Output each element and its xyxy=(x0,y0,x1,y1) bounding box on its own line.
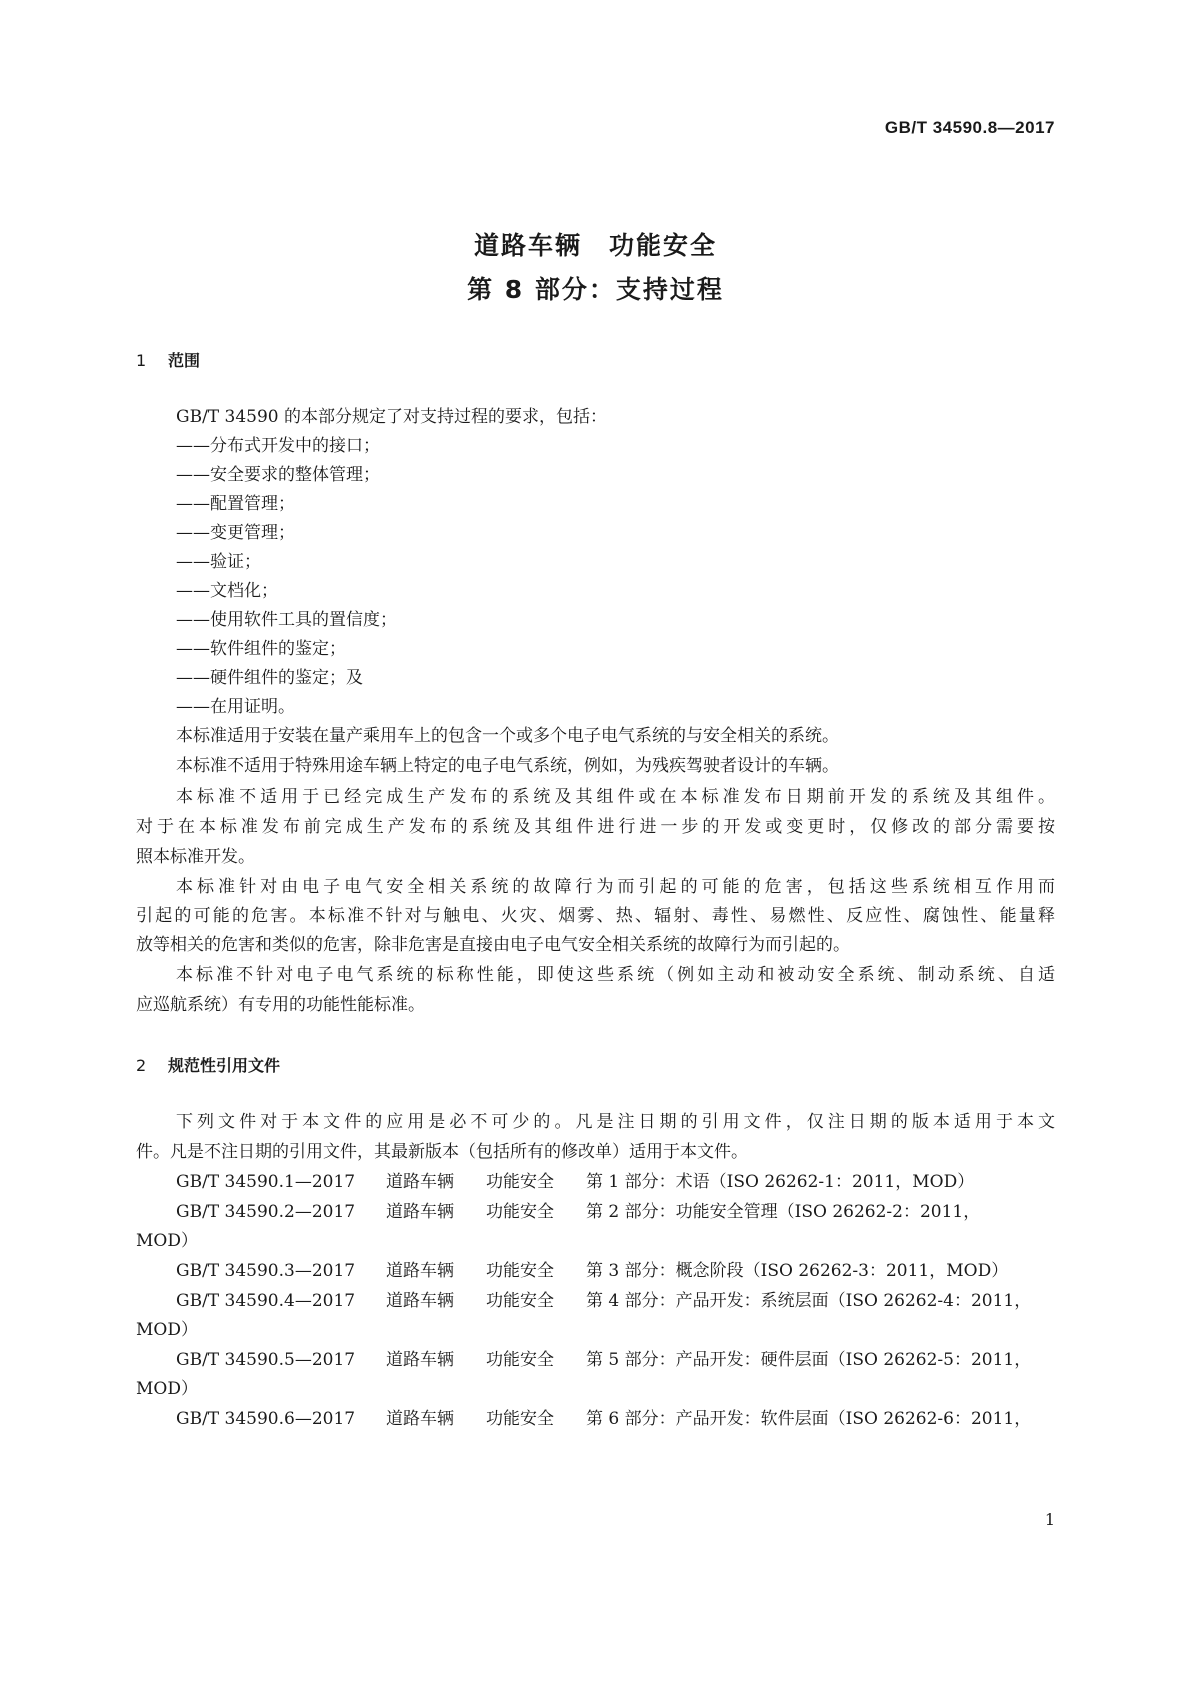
paragraph-line: 件。凡是不注日期的引用文件，其最新版本（包括所有的修改单）适用于本文件。 xyxy=(136,1142,748,1162)
paragraph-line: 本标准针对由电子电气安全相关系统的故障行为而引起的可能的危害，包括这些系统相互作用而 xyxy=(176,877,1055,897)
document-title: 道路车辆 功能安全 xyxy=(473,231,717,260)
list-item: ——验证； xyxy=(176,552,261,572)
list-item: ——变更管理； xyxy=(176,523,295,543)
reference-id: GB/T 34590.3—2017 xyxy=(176,1261,356,1281)
paragraph-line: 下列文件对于本文件的应用是必不可少的。凡是注日期的引用文件，仅注日期的版本适用于本文 xyxy=(176,1112,1055,1132)
reference-id: GB/T 34590.2—2017 xyxy=(176,1202,356,1222)
paragraph-line: 引起的可能的危害。本标准不针对与触电、火灾、烟雾、热、辐射、毒性、易燃性、反应性、腐蚀性、能量释 xyxy=(136,906,1055,926)
section-1-heading xyxy=(136,348,200,371)
paragraph-line: 照本标准开发。 xyxy=(136,847,255,867)
reference-entry: GB/T 34590.3—2017 道路车辆 功能安全 第 3 部分：概念阶段（ISO 26262-3：2011，MOD） xyxy=(176,1261,1009,1281)
paragraph-line: 本标准不针对电子电气系统的标称性能，即使这些系统（例如主动和被动安全系统、制动系统、自适 xyxy=(176,965,1055,985)
list-item: ——硬件组件的鉴定；及 xyxy=(176,668,363,688)
reference-id: GB/T 34590.4—2017 xyxy=(176,1291,356,1311)
list-item: ——使用软件工具的置信度； xyxy=(176,610,397,630)
reference-id: GB/T 34590.5—2017 xyxy=(176,1350,356,1370)
reference-entry: GB/T 34590.2—2017 道路车辆 功能安全 第 2 部分：功能安全管理（ISO 26262-2：2011， xyxy=(176,1202,981,1222)
section-number: 2 xyxy=(136,1056,147,1075)
reference-id: GB/T 34590.1—2017 xyxy=(176,1172,356,1192)
reference-entry: GB/T 34590.5—2017 道路车辆 功能安全 第 5 部分：产品开发：硬件层面（ISO 26262-5：2011， xyxy=(176,1350,1032,1370)
paragraph-line: 应巡航系统）有专用的功能性能标准。 xyxy=(136,995,425,1015)
paragraph-line: 对于在本标准发布前完成生产发布的系统及其组件进行进一步的开发或变更时，仅修改的部分需要按 xyxy=(136,817,1055,837)
section-title: 范围 xyxy=(168,351,201,370)
list-item: ——配置管理； xyxy=(176,494,295,514)
list-item: ——文档化； xyxy=(176,581,278,601)
reference-id: GB/T 34590.6—2017 xyxy=(176,1409,356,1429)
reference-entry: GB/T 34590.6—2017 道路车辆 功能安全 第 6 部分：产品开发：软件层面（ISO 26262-6：2011， xyxy=(176,1409,1032,1429)
paragraph-line: 放等相关的危害和类似的危害，除非危害是直接由电子电气安全相关系统的故障行为而引起的。 xyxy=(136,935,850,955)
list-item: ——分布式开发中的接口； xyxy=(176,436,380,456)
paragraph: 本标准不适用于特殊用途车辆上特定的电子电气系统，例如，为残疾驾驶者设计的车辆。 xyxy=(176,756,839,776)
list-item: ——安全要求的整体管理； xyxy=(176,465,380,485)
reference-continuation: MOD） xyxy=(136,1379,198,1399)
list-item: ——在用证明。 xyxy=(176,697,295,717)
reference-entry: GB/T 34590.1—2017 道路车辆 功能安全 第 1 部分：术语（ISO 26262-1：2011，MOD） xyxy=(176,1172,975,1192)
paragraph: 本标准适用于安装在量产乘用车上的包含一个或多个电子电气系统的与安全相关的系统。 xyxy=(176,726,839,746)
paragraph-line: 本标准不适用于已经完成生产发布的系统及其组件或在本标准发布日期前开发的系统及其组件。 xyxy=(176,787,1055,807)
reference-continuation: MOD） xyxy=(136,1231,198,1251)
scope-intro: GB/T 34590 的本部分规定了对支持过程的要求，包括： xyxy=(176,407,608,427)
list-item: ——软件组件的鉴定； xyxy=(176,639,346,659)
reference-continuation: MOD） xyxy=(136,1320,198,1340)
section-title: 规范性引用文件 xyxy=(168,1056,281,1075)
page-number: 1 xyxy=(1044,1510,1055,1529)
reference-entry: GB/T 34590.4—2017 道路车辆 功能安全 第 4 部分：产品开发：系统层面（ISO 26262-4：2011， xyxy=(176,1291,1032,1311)
section-number: 1 xyxy=(136,351,147,370)
standard-number: GB/T 34590.8—2017 xyxy=(884,118,1055,137)
document-subtitle: 第 8 部分：支持过程 xyxy=(467,275,724,304)
section-2-heading xyxy=(136,1053,280,1076)
